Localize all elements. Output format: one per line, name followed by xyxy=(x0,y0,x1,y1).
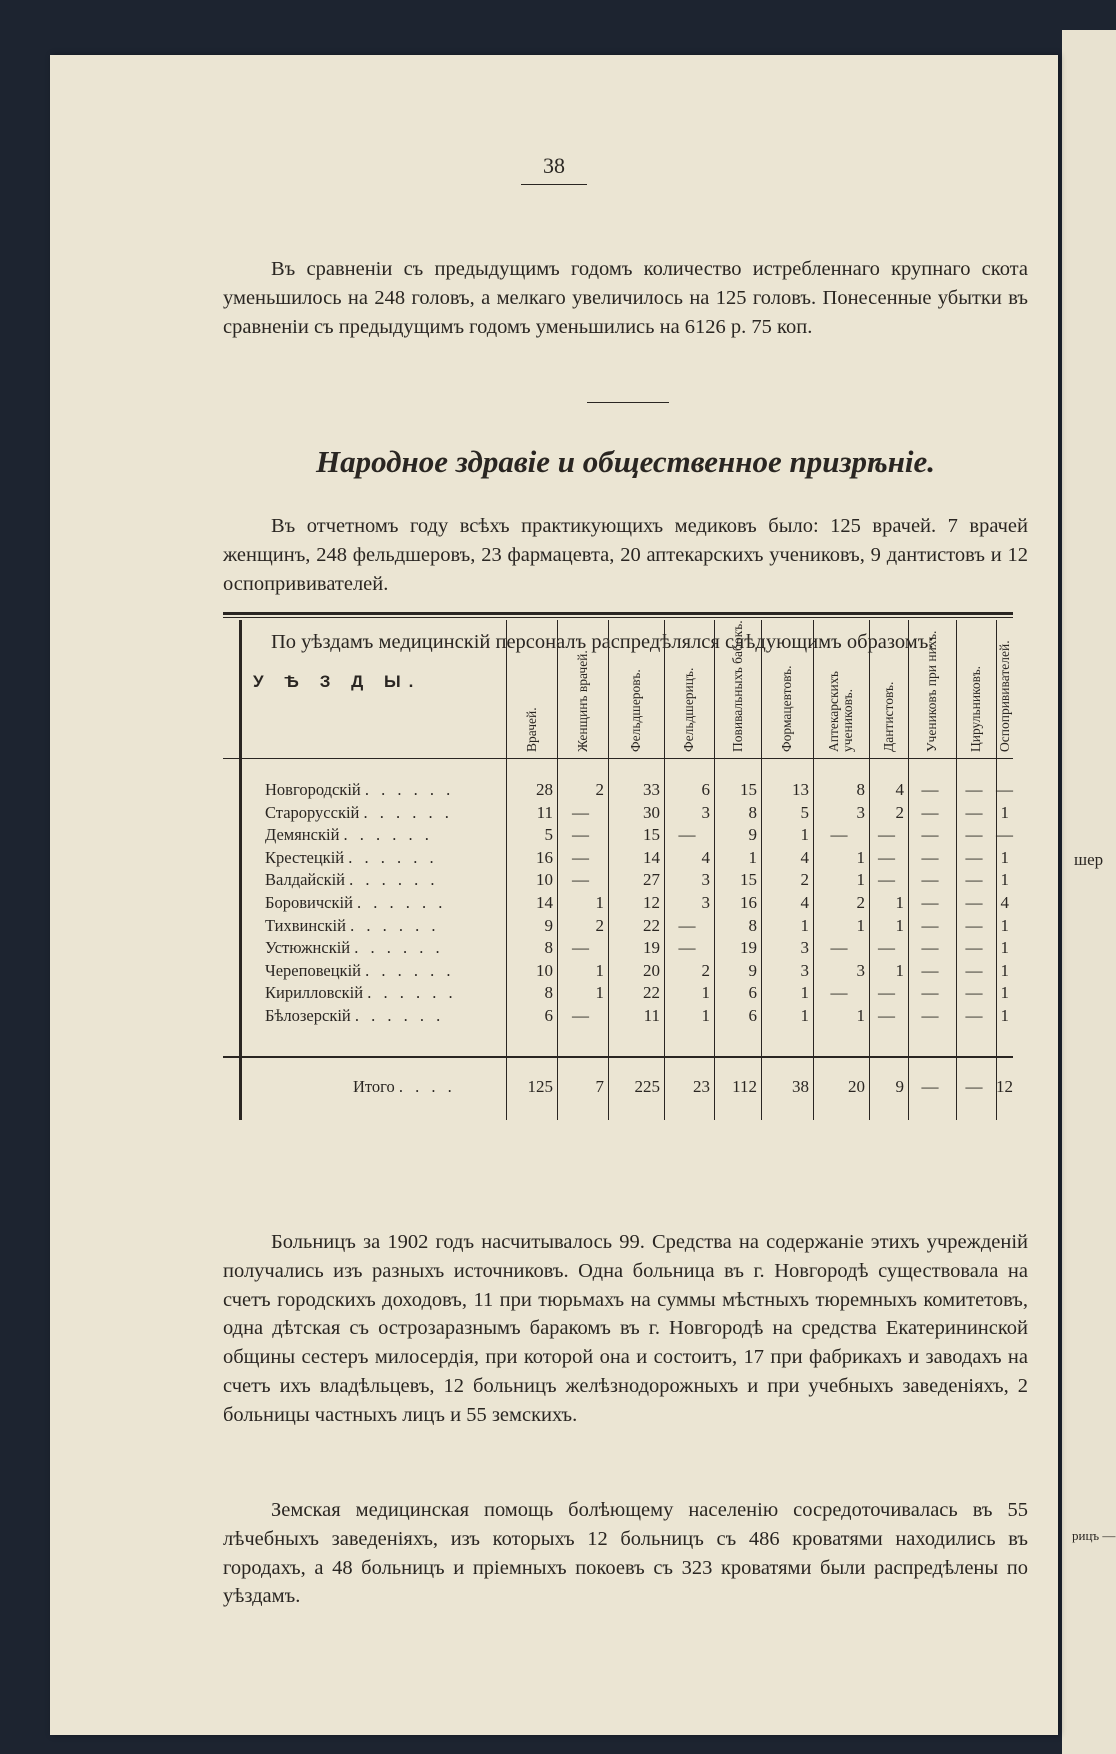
column-header-label: Женщинъ врачей. xyxy=(574,650,590,752)
total-label-text: Итого xyxy=(353,1077,399,1096)
column-header-label: Дантистовъ. xyxy=(880,681,896,752)
leader-dots: . . . . . . xyxy=(349,870,439,890)
table-cell: 3 xyxy=(856,960,865,980)
total-cell: — xyxy=(965,1077,983,1096)
column-header xyxy=(506,607,557,757)
table-cell: — xyxy=(965,893,983,912)
section-divider xyxy=(587,402,669,403)
table-cell: 12 xyxy=(643,893,660,912)
column-header xyxy=(908,607,956,757)
paragraph-hospitals: Больницъ за 1902 годъ насчитывалось 99. Средства на содержаніе этихъ учрежденій получались изъ разныхъ источниковъ. Одна больница въ г. Новгородѣ существовала на счетъ городскихъ доходовъ, 11 при тюрьмахъ на суммы мѣстныхъ тюремныхъ комитетовъ, одна дѣтская съ острозаразнымъ баракомъ въ г. Новгородѣ на средства Екатерининской общины сестеръ милосердія, при которой она и состоитъ, 17 при фабрикахъ и заводахъ на счетъ ихъ владѣльцевъ, 12 больницъ желѣзнодорожныхъ и при учебныхъ заведеніяхъ, 2 больницы частныхъ лицъ и 55 земскихъ. xyxy=(223,1231,1028,1426)
column-header-label: Оспопрививателей. xyxy=(996,640,1012,752)
column-header-label: Фельдшерицъ. xyxy=(681,667,696,752)
table-cell: 5 xyxy=(800,802,809,822)
table-row xyxy=(223,938,1013,960)
table-cell: 1 xyxy=(1000,802,1009,822)
table-total-row xyxy=(223,1077,1013,1099)
paragraph-zemstvo: Земская медицинская помощь болѣющему населенію сосредоточивалась въ 55 лѣчебныхъ заведеніяхъ, изъ которыхъ 12 больницъ съ 486 кроватями находились въ городахъ, а 48 больницъ и пріемныхъ покоевъ съ 323 кроватями были распредѣлены по уѣздамъ. xyxy=(223,1499,1028,1608)
table-cell: 1 xyxy=(1000,870,1009,890)
column-header-label: Аптекарскихъ учениковъ. xyxy=(826,671,855,752)
table-cell: 3 xyxy=(701,802,710,822)
table-cell: 13 xyxy=(792,780,809,799)
total-cell: 225 xyxy=(634,1077,660,1096)
column-header xyxy=(869,607,908,757)
table-cell: 2 xyxy=(701,960,710,980)
table-cell: — xyxy=(921,780,939,799)
column-header xyxy=(608,607,664,757)
table-cell: 4 xyxy=(701,847,710,867)
table-cell: 16 xyxy=(740,893,757,912)
table-cell: — xyxy=(572,1006,589,1025)
uezd-name xyxy=(265,780,501,800)
leader-dots: . . . . . . xyxy=(364,780,455,799)
table-cell: 15 xyxy=(740,870,757,890)
uezd-name xyxy=(265,893,501,913)
leader-dots: . . . . . . xyxy=(354,938,444,958)
table-column-rule xyxy=(714,620,715,1120)
leader-dots: . . . . . . xyxy=(354,1006,445,1025)
column-header xyxy=(557,607,608,757)
table-row xyxy=(223,893,1013,915)
table-cell: — xyxy=(572,847,589,867)
section-heading: Народное здравіе и общественное призрѣніе. xyxy=(315,444,936,479)
table-cell: 1 xyxy=(701,1006,710,1025)
table-cell: 1 xyxy=(1000,938,1009,958)
table-cell: 9 xyxy=(748,960,757,980)
total-cell: 125 xyxy=(527,1077,553,1096)
table-cell: — xyxy=(921,1006,939,1025)
column-header-label: Повивальныхъ бабокъ. xyxy=(729,620,745,752)
table-row xyxy=(223,916,1013,938)
table-cell: 2 xyxy=(856,893,865,912)
total-cell: 9 xyxy=(895,1077,904,1096)
table-cell: 6 xyxy=(701,780,710,799)
table-column-rule xyxy=(869,620,870,1120)
table-column-rule xyxy=(996,620,997,1120)
table-cell: 1 xyxy=(800,915,809,935)
uezd-name xyxy=(265,938,501,958)
table-column-rule xyxy=(908,620,909,1120)
table-cell: — xyxy=(572,870,589,890)
table-cell: — xyxy=(878,870,895,890)
table-cell: — xyxy=(921,870,939,890)
table-row xyxy=(223,983,1013,1005)
table-cell: 30 xyxy=(643,802,660,822)
uezd-name-text: Кирилловскій xyxy=(265,983,368,1003)
table-cell: 3 xyxy=(800,938,809,958)
leader-dots: . . . . . . xyxy=(365,960,455,980)
table-header-rule xyxy=(223,758,1013,759)
page-number: 38 xyxy=(50,155,1058,177)
table-cell: — xyxy=(921,893,939,912)
uezd-name-text: Валдайскій xyxy=(265,870,350,890)
table-total-rule xyxy=(223,1057,1013,1058)
table-cell: 1 xyxy=(856,915,865,935)
table-cell: 9 xyxy=(748,825,757,845)
table-column-rule xyxy=(608,620,609,1120)
total-label xyxy=(353,1077,503,1097)
uezd-name-text: Бѣлозерскій xyxy=(265,1006,355,1025)
table-cell: 1 xyxy=(800,1006,809,1025)
uezd-name-text: Устюжнскій xyxy=(265,938,355,958)
table-cell: — xyxy=(678,938,696,958)
table-cell: 6 xyxy=(748,1006,757,1025)
table-row xyxy=(223,870,1013,892)
table-cell: — xyxy=(830,938,848,958)
table-cell: 19 xyxy=(643,938,660,958)
table-cell: 14 xyxy=(536,893,553,912)
table-cell: 1 xyxy=(800,825,809,845)
table-cell: — xyxy=(921,847,939,867)
table-cell: — xyxy=(572,825,589,845)
column-header xyxy=(956,607,996,757)
table-cell: 5 xyxy=(544,825,553,845)
table-cell: — xyxy=(878,1006,895,1025)
table-cell: 3 xyxy=(856,802,865,822)
table-cell: — xyxy=(878,847,895,867)
table-cell: — xyxy=(830,983,848,1003)
table-column-rule xyxy=(664,620,665,1120)
table-cell: 6 xyxy=(544,1006,553,1025)
table-cell: 4 xyxy=(800,847,809,867)
table-cell: 9 xyxy=(544,915,553,935)
column-header xyxy=(813,607,869,757)
table-cell: 2 xyxy=(800,870,809,890)
table-cell: 3 xyxy=(701,870,710,890)
table-cell: 8 xyxy=(856,780,865,799)
table-cell: 15 xyxy=(740,780,757,799)
table-row xyxy=(223,780,1013,802)
uezd-name xyxy=(265,870,501,890)
uezd-name xyxy=(265,983,501,1003)
table-cell: — xyxy=(965,780,983,799)
uezd-name-text: Старорусскій xyxy=(265,802,364,822)
table-cell: 11 xyxy=(643,1006,660,1025)
table-cell: 10 xyxy=(536,960,553,980)
uezdy-header: У Ѣ З Д Ы. xyxy=(253,672,422,691)
table-cell: 4 xyxy=(895,780,904,799)
table-cell: 1 xyxy=(856,1006,865,1025)
uezd-name-text: Боровичскій xyxy=(265,893,358,912)
table-column-rule xyxy=(557,620,558,1120)
column-header xyxy=(761,607,813,757)
table-cell: — xyxy=(965,915,983,935)
table-cell: — xyxy=(572,802,589,822)
table-cell: 1 xyxy=(1000,915,1009,935)
table-cell: 22 xyxy=(643,983,660,1003)
uezd-name xyxy=(265,848,501,868)
table-cell: 1 xyxy=(856,847,865,867)
table-cell: 2 xyxy=(895,802,904,822)
paragraph-table-intro: По уѣздамъ медицинскій персоналъ распредѣлялся слѣдующимъ образомъ: xyxy=(271,631,934,653)
table-cell: — xyxy=(921,983,939,1003)
table-cell: 1 xyxy=(748,847,757,867)
total-cell: 23 xyxy=(693,1077,710,1096)
leader-dots: . . . . . . xyxy=(367,983,457,1003)
table-cell: 16 xyxy=(536,847,553,867)
table-cell: 15 xyxy=(643,825,660,845)
table-cell: — xyxy=(678,825,696,845)
column-header-label: Формацевтовъ. xyxy=(779,665,794,752)
uezd-name-text: Новгородскій xyxy=(265,780,365,799)
leader-dots: . . . . xyxy=(398,1077,456,1096)
uezd-name xyxy=(265,803,501,823)
total-cell: 7 xyxy=(595,1077,604,1096)
table-cell: — xyxy=(878,938,895,958)
table-cell: 1 xyxy=(1000,983,1009,1003)
table-row xyxy=(223,803,1013,825)
table-cell: 22 xyxy=(643,915,660,935)
uezd-name xyxy=(265,825,501,845)
table-cell: 8 xyxy=(544,983,553,1003)
column-header-label: Учениковъ при нихъ. xyxy=(924,630,939,752)
uezd-name xyxy=(265,1006,501,1026)
adjacent-page-fragment: шер xyxy=(1074,850,1104,869)
table-cell: — xyxy=(878,825,895,845)
table-cell: 1 xyxy=(856,870,865,890)
table-cell: 1 xyxy=(595,983,604,1003)
table-cell: 27 xyxy=(643,870,660,890)
uezd-name xyxy=(265,916,501,936)
table-cell: — xyxy=(921,825,939,845)
table-cell: 4 xyxy=(1000,893,1009,912)
total-cell: — xyxy=(921,1077,939,1096)
table-cell: — xyxy=(965,847,983,867)
column-header xyxy=(714,607,761,757)
table-cell: 8 xyxy=(544,938,553,958)
column-header-label: Цирульниковъ. xyxy=(968,665,983,752)
table-cell: 8 xyxy=(748,915,757,935)
total-cell: 38 xyxy=(792,1077,809,1096)
table-cell: 1 xyxy=(895,960,904,980)
paragraph-medics: Въ отчетномъ году всѣхъ практикующихъ медиковъ было: 125 врачей. 7 врачей женщинъ, 248 фельдшеровъ, 23 фармацевта, 20 аптекарскихъ учениковъ, 9 дантистовъ и 12 оспопрививателей. xyxy=(223,515,1028,595)
leader-dots: . . . . . . xyxy=(348,847,438,867)
table-cell: — xyxy=(921,915,939,935)
column-header-label: Врачей. xyxy=(523,707,539,752)
table-cell: 28 xyxy=(536,780,553,799)
table-column-rule xyxy=(956,620,957,1120)
uezd-name-text: Крестецкій xyxy=(265,847,349,867)
table-cell: — xyxy=(965,802,983,822)
table-total-rule-upper xyxy=(223,1056,1013,1057)
table-cell: — xyxy=(965,983,983,1003)
table-cell: — xyxy=(921,938,939,958)
paragraph-livestock: Въ сравненіи съ предыдущимъ годомъ количество истребленнаго крупнаго скота уменьшилось на 248 головъ, а мелкаго увеличилось на 125 головъ. Понесенные убытки въ сравненіи съ предыдущимъ годомъ уменьшились на 6126 р. 75 коп. xyxy=(223,258,1028,338)
table-cell: — xyxy=(678,915,696,935)
table-cell: — xyxy=(921,802,939,822)
table-cell: 11 xyxy=(536,802,553,822)
leader-dots: . . . . . . xyxy=(343,825,433,845)
leader-dots: . . . . . . xyxy=(357,893,447,912)
table-cell: 6 xyxy=(748,983,757,1003)
table-cell: — xyxy=(921,960,939,980)
table-cell: 1 xyxy=(895,915,904,935)
leader-dots: . . . . . . xyxy=(363,802,453,822)
table-column-rule xyxy=(506,620,507,1120)
leader-dots: . . . . . . xyxy=(350,915,440,935)
table-cell: 1 xyxy=(800,983,809,1003)
table-row xyxy=(223,848,1013,870)
medical-staff-table xyxy=(223,612,1013,1124)
table-cell: — xyxy=(572,938,589,958)
table-cell: 3 xyxy=(701,893,710,912)
table-cell: 3 xyxy=(800,960,809,980)
table-cell: 1 xyxy=(895,893,904,912)
table-cell: 1 xyxy=(701,983,710,1003)
table-cell: — xyxy=(965,938,983,958)
table-column-rule xyxy=(813,620,814,1120)
uezd-name-text: Тихвинскій xyxy=(265,915,351,935)
table-cell: 2 xyxy=(595,780,604,799)
column-header xyxy=(664,607,714,757)
adjacent-page-fragment: рицъ — xyxy=(1072,1528,1116,1543)
uezd-name-text: Демянскій xyxy=(265,825,344,845)
table-cell: — xyxy=(996,780,1013,799)
table-cell: 20 xyxy=(643,960,660,980)
table-cell: — xyxy=(996,825,1013,845)
uezd-name-text: Череповецкій xyxy=(265,960,366,980)
uezd-name xyxy=(265,961,501,981)
table-cell: 4 xyxy=(800,893,809,912)
total-cell: 12 xyxy=(996,1077,1013,1096)
table-row xyxy=(223,1006,1013,1028)
table-cell: 1 xyxy=(595,893,604,912)
table-cell: — xyxy=(965,1006,983,1025)
total-cell: 112 xyxy=(732,1077,757,1096)
column-header xyxy=(996,607,1013,757)
table-row xyxy=(223,825,1013,847)
table-cell: — xyxy=(965,960,983,980)
total-cell: 20 xyxy=(848,1077,865,1096)
table-cell: — xyxy=(965,870,983,890)
table-column-rule xyxy=(761,620,762,1120)
table-cell: — xyxy=(965,825,983,845)
table-cell: 1 xyxy=(595,960,604,980)
table-cell: 19 xyxy=(740,938,757,958)
table-cell: 33 xyxy=(643,780,660,799)
table-cell: 8 xyxy=(748,802,757,822)
table-cell: 1 xyxy=(1000,960,1009,980)
table-cell: 2 xyxy=(595,915,604,935)
table-cell: — xyxy=(830,825,848,845)
column-header-label: Фельдшеровъ. xyxy=(628,669,643,752)
table-cell: 10 xyxy=(536,870,553,890)
table-row xyxy=(223,961,1013,983)
table-cell: 1 xyxy=(1000,847,1009,867)
table-cell: 14 xyxy=(643,847,660,867)
adjacent-page-edge xyxy=(1062,30,1116,1754)
table-cell: — xyxy=(878,983,895,1003)
table-cell: 1 xyxy=(1000,1006,1009,1025)
